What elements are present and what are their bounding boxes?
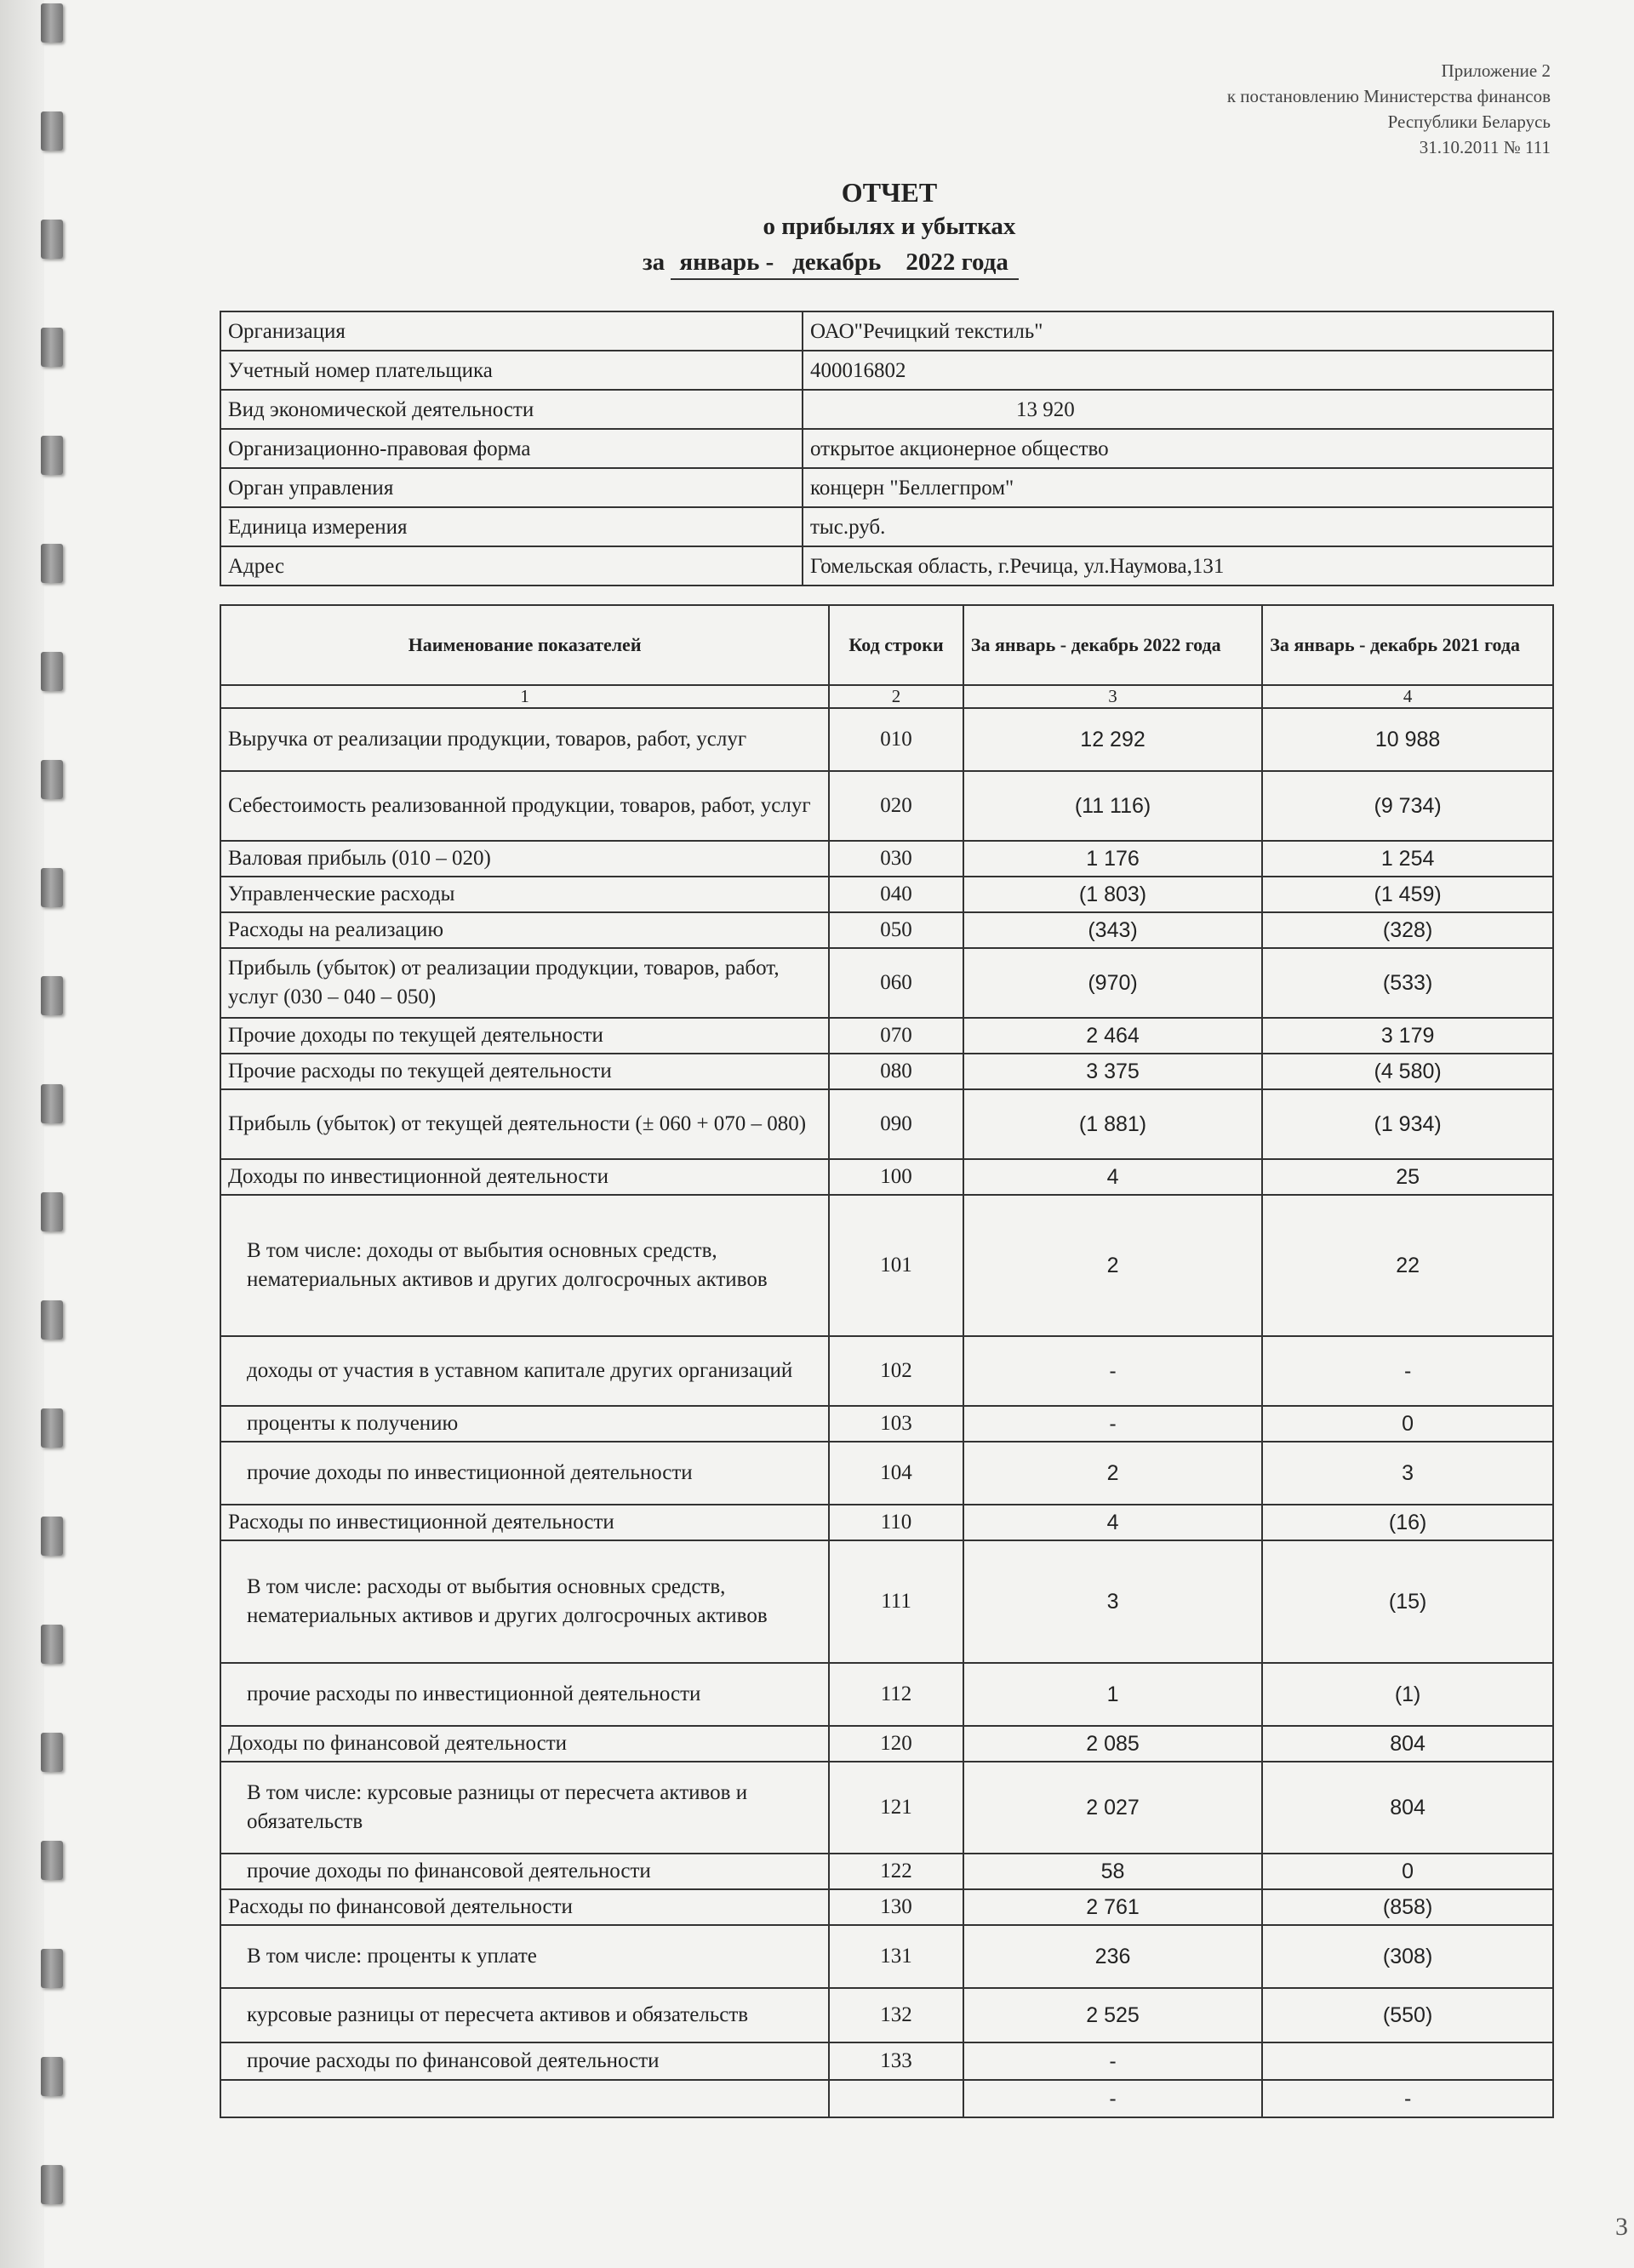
info-value: открытое акционерное общество — [803, 429, 1553, 468]
row-code: 010 — [829, 708, 963, 771]
row-current-value: - — [963, 1406, 1262, 1442]
row-code: 120 — [829, 1726, 963, 1762]
row-previous-value: (328) — [1262, 912, 1553, 948]
binding-ring — [41, 1084, 63, 1123]
info-value: ОАО"Речицкий текстиль" — [803, 311, 1553, 351]
row-code: 060 — [829, 948, 963, 1018]
row-previous-value: (1) — [1262, 1663, 1553, 1726]
row-current-value: 2 464 — [963, 1018, 1262, 1054]
row-name: В том числе: доходы от выбытия основных средств, нематериальных активов и других долгосрочных активов — [220, 1195, 829, 1336]
table-row — [220, 1406, 1553, 1442]
table-row — [220, 1663, 1553, 1726]
header-name: Наименование показателей — [220, 605, 829, 685]
column-number-row — [220, 685, 1553, 708]
row-code: 030 — [829, 841, 963, 877]
row-code: 130 — [829, 1889, 963, 1925]
row-name: Расходы по инвестиционной деятельности — [220, 1505, 829, 1540]
row-previous-value: 0 — [1262, 1854, 1553, 1889]
row-name: Себестоимость реализованной продукции, товаров, работ, услуг — [220, 771, 829, 841]
binding-ring — [41, 976, 63, 1015]
row-name: В том числе: курсовые разницы от пересчета активов и обязательств — [220, 1762, 829, 1854]
info-label: Орган управления — [220, 468, 803, 507]
binding-ring — [41, 1841, 63, 1880]
binding-ring — [41, 1300, 63, 1340]
row-name — [220, 2080, 829, 2117]
binding-ring — [41, 544, 63, 583]
column-number: 3 — [963, 685, 1262, 708]
appendix-line: Приложение 2 — [1441, 60, 1551, 81]
row-name: В том числе: проценты к уплате — [220, 1925, 829, 1988]
row-name: Прибыль (убыток) от реализации продукции, товаров, работ, услуг (030 – 040 – 050) — [220, 948, 829, 1018]
row-name: доходы от участия в уставном капитале других организаций — [220, 1336, 829, 1406]
row-current-value: - — [963, 2080, 1262, 2117]
info-row — [220, 429, 1553, 468]
spiral-binding — [0, 0, 111, 2268]
row-previous-value: 804 — [1262, 1762, 1553, 1854]
row-current-value: 4 — [963, 1159, 1262, 1195]
table-row — [220, 1505, 1553, 1540]
row-code: 104 — [829, 1442, 963, 1505]
row-code: 070 — [829, 1018, 963, 1054]
info-label: Организация — [220, 311, 803, 351]
binding-ring — [41, 436, 63, 475]
info-label: Учетный номер плательщика — [220, 351, 803, 390]
row-name: Прибыль (убыток) от текущей деятельности (± 060 + 070 – 080) — [220, 1089, 829, 1159]
row-code: 111 — [829, 1540, 963, 1663]
row-previous-value: 25 — [1262, 1159, 1553, 1195]
row-current-value: 2 085 — [963, 1726, 1262, 1762]
row-code: 122 — [829, 1854, 963, 1889]
table-row — [220, 1054, 1553, 1089]
info-row — [220, 351, 1553, 390]
row-previous-value: (858) — [1262, 1889, 1553, 1925]
row-previous-value: 10 988 — [1262, 708, 1553, 771]
row-name: курсовые разницы от пересчета активов и обязательств — [220, 1988, 829, 2042]
column-number: 1 — [220, 685, 829, 708]
row-name: В том числе: расходы от выбытия основных средств, нематериальных активов и других долгосрочных активов — [220, 1540, 829, 1663]
row-previous-value: 1 254 — [1262, 841, 1553, 877]
binding-ring — [41, 1733, 63, 1772]
row-current-value: - — [963, 2042, 1262, 2080]
row-previous-value — [1262, 2042, 1553, 2080]
row-previous-value: 3 179 — [1262, 1018, 1553, 1054]
row-name: Прочие доходы по текущей деятельности — [220, 1018, 829, 1054]
row-current-value: - — [963, 1336, 1262, 1406]
table-row — [220, 1726, 1553, 1762]
row-code: 121 — [829, 1762, 963, 1854]
row-current-value: 4 — [963, 1505, 1262, 1540]
row-code: 020 — [829, 771, 963, 841]
table-row — [220, 771, 1553, 841]
period-value: январь - декабрь 2022 года — [671, 249, 1019, 280]
appendix-line: к постановлению Министерства финансов — [1226, 86, 1551, 106]
row-name: прочие доходы по инвестиционной деятельности — [220, 1442, 829, 1505]
appendix-line: 31.10.2011 № 111 — [1419, 137, 1551, 157]
binding-ring — [41, 111, 63, 151]
row-previous-value: (533) — [1262, 948, 1553, 1018]
row-current-value: (1 803) — [963, 877, 1262, 912]
binding-ring — [41, 1517, 63, 1556]
row-name: Валовая прибыль (010 – 020) — [220, 841, 829, 877]
binding-ring — [41, 2165, 63, 2204]
row-code: 102 — [829, 1336, 963, 1406]
appendix-line: Республики Беларусь — [1387, 111, 1551, 132]
row-previous-value: 0 — [1262, 1406, 1553, 1442]
table-row — [220, 948, 1553, 1018]
table-row — [220, 1762, 1553, 1854]
info-row — [220, 311, 1553, 351]
row-current-value: (1 881) — [963, 1089, 1262, 1159]
row-current-value: 2 525 — [963, 1988, 1262, 2042]
row-current-value: 2 761 — [963, 1889, 1262, 1925]
binding-ring — [41, 652, 63, 691]
row-previous-value: 3 — [1262, 1442, 1553, 1505]
row-name: прочие доходы по финансовой деятельности — [220, 1854, 829, 1889]
row-current-value: (970) — [963, 948, 1262, 1018]
row-previous-value: (16) — [1262, 1505, 1553, 1540]
table-row — [220, 1089, 1553, 1159]
row-previous-value: (4 580) — [1262, 1054, 1553, 1089]
info-value: 400016802 — [803, 351, 1553, 390]
table-row — [220, 1540, 1553, 1663]
row-current-value: (11 116) — [963, 771, 1262, 841]
table-row — [220, 1854, 1553, 1889]
table-row — [220, 1925, 1553, 1988]
row-previous-value: (550) — [1262, 1988, 1553, 2042]
row-name: Доходы по финансовой деятельности — [220, 1726, 829, 1762]
row-previous-value: (1 459) — [1262, 877, 1553, 912]
table-row — [220, 1159, 1553, 1195]
row-code: 110 — [829, 1505, 963, 1540]
table-row — [220, 841, 1553, 877]
binding-ring — [41, 1949, 63, 1988]
row-code: 103 — [829, 1406, 963, 1442]
report-title: ОТЧЕТ — [841, 177, 938, 208]
row-previous-value: - — [1262, 1336, 1553, 1406]
row-previous-value: 22 — [1262, 1195, 1553, 1336]
binding-ring — [41, 868, 63, 907]
info-value: тыс.руб. — [803, 507, 1553, 546]
binding-ring — [41, 1408, 63, 1448]
binding-spine — [0, 0, 44, 2268]
info-row — [220, 507, 1553, 546]
binding-ring — [41, 328, 63, 367]
header-current-period: За январь - декабрь 2022 года — [963, 605, 1262, 685]
table-row — [220, 1442, 1553, 1505]
report-subtitle: о прибылях и убытках — [763, 213, 1016, 240]
info-label: Единица измерения — [220, 507, 803, 546]
table-row — [220, 1195, 1553, 1336]
info-row — [220, 546, 1553, 586]
table-row — [220, 1988, 1553, 2042]
row-current-value: 236 — [963, 1925, 1262, 1988]
row-code: 100 — [829, 1159, 963, 1195]
row-code: 080 — [829, 1054, 963, 1089]
info-row — [220, 468, 1553, 507]
info-value: 13 920 — [803, 390, 1553, 429]
row-current-value: 3 375 — [963, 1054, 1262, 1089]
info-label: Организационно-правовая форма — [220, 429, 803, 468]
info-value: Гомельская область, г.Речица, ул.Наумова,131 — [803, 546, 1553, 586]
profit-loss-table — [220, 604, 1554, 2118]
row-previous-value: 804 — [1262, 1726, 1553, 1762]
period-prefix: за — [643, 249, 666, 276]
table-row — [220, 2042, 1553, 2080]
row-previous-value: - — [1262, 2080, 1553, 2117]
row-name: проценты к получению — [220, 1406, 829, 1442]
row-name: Прочие расходы по текущей деятельности — [220, 1054, 829, 1089]
row-current-value: 3 — [963, 1540, 1262, 1663]
page-number: 3 — [1615, 2213, 1628, 2241]
row-code: 050 — [829, 912, 963, 948]
row-current-value: 1 176 — [963, 841, 1262, 877]
table-row — [220, 1889, 1553, 1925]
binding-ring — [41, 2057, 63, 2096]
report-period — [643, 249, 1019, 280]
row-current-value: 58 — [963, 1854, 1262, 1889]
header-row — [220, 605, 1553, 685]
organization-info-table — [220, 311, 1554, 586]
binding-ring — [41, 760, 63, 799]
row-name: Доходы по инвестиционной деятельности — [220, 1159, 829, 1195]
row-code: 101 — [829, 1195, 963, 1336]
table-row — [220, 1018, 1553, 1054]
header-previous-period: За январь - декабрь 2021 года — [1262, 605, 1553, 685]
table-row — [220, 2080, 1553, 2117]
row-code — [829, 2080, 963, 2117]
row-name: прочие расходы по инвестиционной деятельности — [220, 1663, 829, 1726]
row-current-value: (343) — [963, 912, 1262, 948]
row-code: 132 — [829, 1988, 963, 2042]
table-row — [220, 912, 1553, 948]
row-name: Расходы по финансовой деятельности — [220, 1889, 829, 1925]
row-current-value: 2 027 — [963, 1762, 1262, 1854]
info-label: Вид экономической деятельности — [220, 390, 803, 429]
binding-ring — [41, 1192, 63, 1231]
row-name: прочие расходы по финансовой деятельности — [220, 2042, 829, 2080]
table-row — [220, 1336, 1553, 1406]
info-value: концерн "Беллегпром" — [803, 468, 1553, 507]
row-code: 040 — [829, 877, 963, 912]
column-number: 4 — [1262, 685, 1553, 708]
row-name: Управленческие расходы — [220, 877, 829, 912]
row-name: Расходы на реализацию — [220, 912, 829, 948]
row-previous-value: (308) — [1262, 1925, 1553, 1988]
row-current-value: 2 — [963, 1442, 1262, 1505]
row-previous-value: (15) — [1262, 1540, 1553, 1663]
table-row — [220, 877, 1553, 912]
header-code: Код строки — [829, 605, 963, 685]
row-code: 090 — [829, 1089, 963, 1159]
binding-ring — [41, 3, 63, 43]
info-row — [220, 390, 1553, 429]
row-current-value: 12 292 — [963, 708, 1262, 771]
row-previous-value: (1 934) — [1262, 1089, 1553, 1159]
row-code: 131 — [829, 1925, 963, 1988]
binding-ring — [41, 1625, 63, 1664]
row-previous-value: (9 734) — [1262, 771, 1553, 841]
info-label: Адрес — [220, 546, 803, 586]
row-current-value: 1 — [963, 1663, 1262, 1726]
table-row — [220, 708, 1553, 771]
row-current-value: 2 — [963, 1195, 1262, 1336]
appendix-note — [1132, 58, 1551, 160]
row-name: Выручка от реализации продукции, товаров, работ, услуг — [220, 708, 829, 771]
column-number: 2 — [829, 685, 963, 708]
row-code: 112 — [829, 1663, 963, 1726]
row-code: 133 — [829, 2042, 963, 2080]
